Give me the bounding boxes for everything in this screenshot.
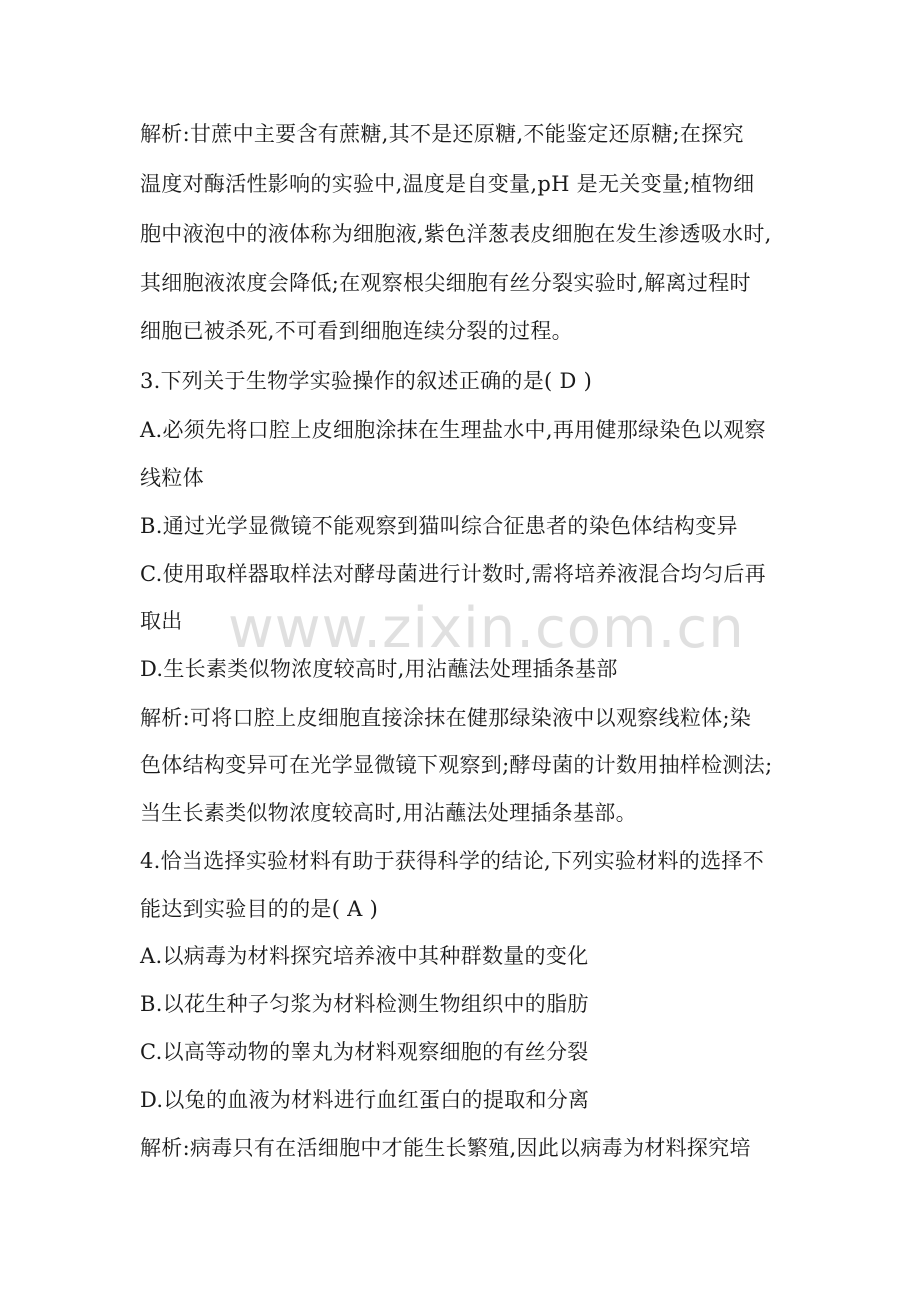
text-line: 其细胞液浓度会降低;在观察根尖细胞有丝分裂实验时,解离过程时 [140, 271, 751, 295]
question-3-option-c-cont: 取出 [140, 609, 183, 633]
watermark: www.zixin.com.cn [228, 596, 745, 661]
question-3-stem: 3.下列关于生物学实验操作的叙述正确的是( D ) [140, 369, 593, 393]
text-line: 解析:甘蔗中主要含有蔗糖,其不是还原糖,不能鉴定还原糖;在探究 [140, 122, 744, 146]
question-3-option-d: D.生长素类似物浓度较高时,用沾蘸法处理插条基部 [140, 657, 618, 681]
question-3-option-b: B.通过光学显微镜不能观察到猫叫综合征患者的染色体结构变异 [140, 514, 738, 538]
question-3-option-c: C.使用取样器取样法对酵母菌进行计数时,需将培养液混合均匀后再 [140, 562, 766, 586]
question-4-option-c: C.以高等动物的睾丸为材料观察细胞的有丝分裂 [140, 1040, 589, 1064]
analysis-3: 解析:可将口腔上皮细胞直接涂抹在健那绿染液中以观察线粒体;染 [140, 706, 752, 730]
question-3-option-a-cont: 线粒体 [140, 466, 204, 490]
text-line: 胞中液泡中的液体称为细胞液,紫色洋葱表皮细胞在发生渗透吸水时, [140, 222, 772, 246]
text-line: 细胞已被杀死,不可看到细胞连续分裂的过程。 [140, 319, 573, 343]
question-3-option-a: A.必须先将口腔上皮细胞涂抹在生理盐水中,再用健那绿染色以观察 [140, 418, 766, 442]
analysis-3-cont: 当生长素类似物浓度较高时,用沾蘸法处理插条基部。 [140, 801, 637, 825]
question-4-option-b: B.以花生种子匀浆为材料检测生物组织中的脂肪 [140, 992, 589, 1016]
question-4-option-d: D.以兔的血液为材料进行血红蛋白的提取和分离 [140, 1088, 590, 1112]
question-4-stem-cont: 能达到实验目的的是( A ) [140, 897, 379, 921]
analysis-4: 解析:病毒只有在活细胞中才能生长繁殖,因此以病毒为材料探究培 [140, 1136, 751, 1160]
text-line: 温度对酶活性影响的实验中,温度是自变量,pH 是无关变量;植物细 [140, 172, 755, 196]
analysis-3-cont: 色体结构变异可在光学显微镜下观察到;酵母菌的计数用抽样检测法; [140, 753, 773, 777]
question-4-option-a: A.以病毒为材料探究培养液中其种群数量的变化 [140, 944, 589, 968]
question-4-stem: 4.恰当选择实验材料有助于获得科学的结论,下列实验材料的选择不 [140, 849, 765, 873]
